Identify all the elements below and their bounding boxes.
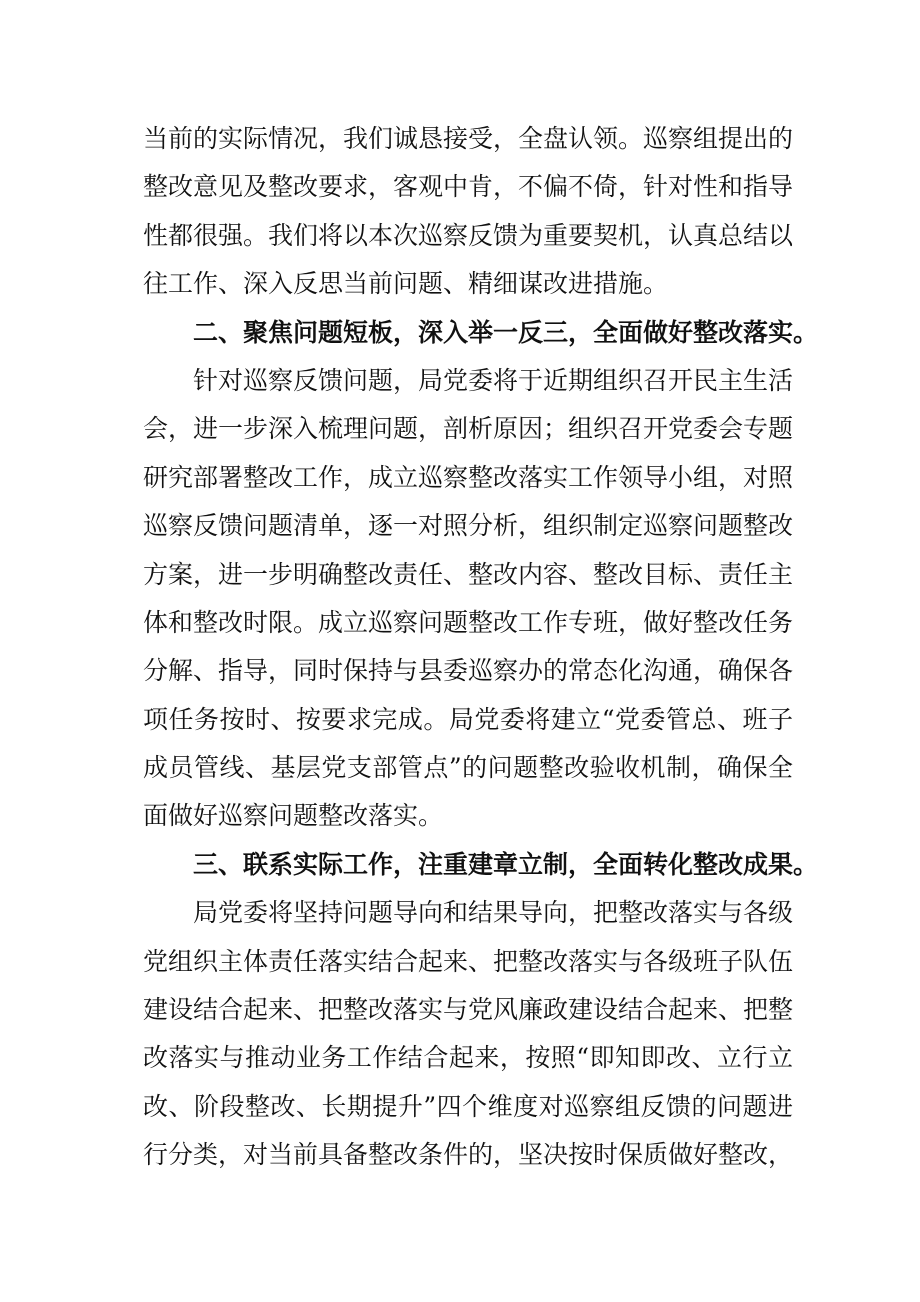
paragraph-line: 项任务按时、按要求完成。局党委将建立“党委管总、班子 [143, 704, 793, 734]
paragraph-line: 当前的实际情况，我们诚恳接受，全盘认领。巡察组提出的 [143, 124, 794, 153]
paragraph-line: 改落实与推动业务工作结合起来，按照“即知即改、立行立 [143, 1043, 793, 1073]
section-heading: 二、聚焦问题短板，深入举一反三，全面做好整改落实。 [193, 317, 819, 347]
section-heading-2 [143, 309, 819, 357]
paragraph-line: 巡察反馈问题清单，逐一对照分析，组织制定巡察问题整改 [143, 511, 794, 541]
paragraph-line: 行分类，对当前具备整改条件的，坚决按时保质做好整改， [143, 1140, 794, 1170]
paragraph-line: 性都很强。我们将以本次巡察反馈为重要契机，认真总结以 [143, 220, 794, 250]
paragraph-line: 方案，进一步明确整改责任、整改内容、整改目标、责任主 [143, 559, 794, 589]
paragraph-1 [143, 115, 793, 309]
paragraph-line: 局党委将坚持问题导向和结果导向，把整改落实与各级 [193, 898, 794, 928]
paragraph-line: 改、阶段整改、长期提升”四个维度对巡察组反馈的问题进 [143, 1091, 793, 1121]
paragraph-line: 分解、指导，同时保持与县委巡察办的常态化沟通，确保各 [143, 656, 794, 686]
paragraph-line: 研究部署整改工作，成立巡察整改落实工作领导小组，对照 [143, 462, 794, 492]
paragraph-line: 针对巡察反馈问题，局党委将于近期组织召开民主生活 [193, 365, 794, 395]
paragraph-line: 整改意见及整改要求，客观中肯，不偏不倚，针对性和指导 [143, 172, 794, 202]
paragraph-line: 面做好巡察问题整改落实。 [143, 801, 444, 831]
paragraph-3 [143, 889, 793, 1179]
paragraph-line: 往工作、深入反思当前问题、精细谋改进措施。 [143, 269, 669, 299]
paragraph-line: 会，进一步深入梳理问题，剖析原因；组织召开党委会专题 [143, 414, 794, 444]
section-heading: 三、联系实际工作，注重建章立制，全面转化整改成果。 [193, 849, 819, 879]
paragraph-line: 党组织主体责任落实结合起来、把整改落实与各级班子队伍 [143, 946, 794, 976]
paragraph-line: 成员管线、基层党支部管点”的问题整改验收机制，确保全 [143, 753, 793, 783]
paragraph-line: 建设结合起来、把整改落实与党风廉政建设结合起来、把整 [143, 995, 794, 1025]
document-body [143, 115, 819, 1180]
paragraph-line: 体和整改时限。成立巡察问题整改工作专班，做好整改任务 [143, 607, 794, 637]
paragraph-2 [143, 357, 793, 841]
section-heading-3 [143, 841, 819, 889]
